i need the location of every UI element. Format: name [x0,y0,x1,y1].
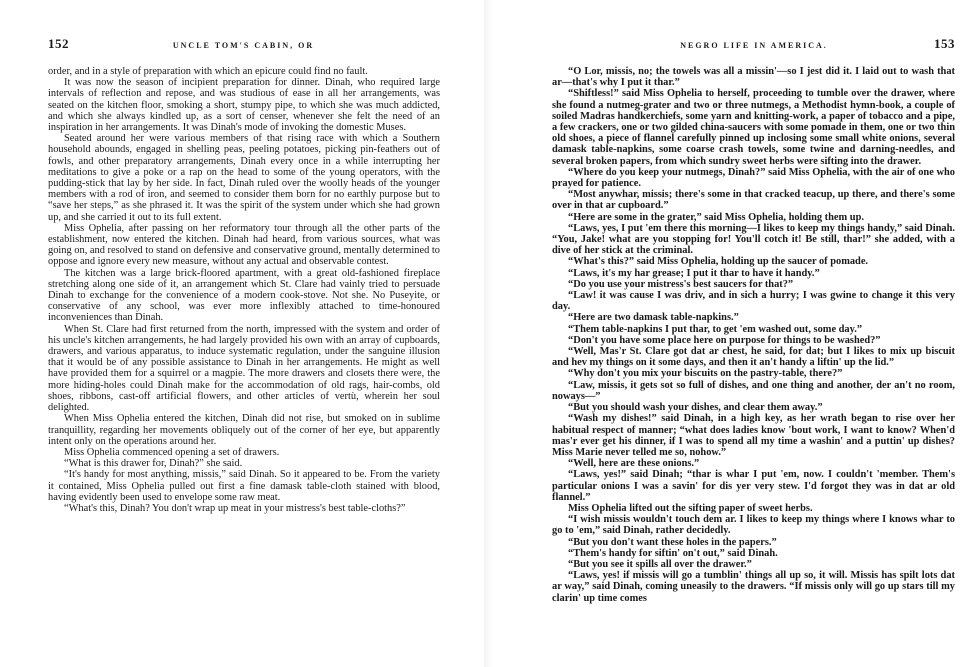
paragraph: “Them's handy for siftin' on't out,” said Dinah. [568,547,778,559]
paragraph: Miss Ophelia, after passing on her reformatory tour through all the other parts of the establishment, now entered the kitchen. Dinah had heard, from various sources, what was going on, and resolved to stand on defensive and conservative ground, mentally determined to oppose and ignore every new measure, without any actual and observable contest. [48,222,440,268]
paragraph: “Laws, yes! if missis will go a tumblin' things all up so, it will. Missis has spilt lots dat ar way,” said Dinah, coming uneasily to the drawers. “If missis only will go up stars till my clarin' up time comes [552,570,955,604]
paragraph: “Them table-napkins I put thar, to get 'em washed out, some day.” [568,323,863,335]
paragraph: “Here are some in the grater,” said Miss Ophelia, holding them up. [568,211,864,223]
paragraph: “What's this?” said Miss Ophelia, holding up the saucer of pomade. [568,256,869,268]
paragraph: Miss Ophelia commenced opening a set of drawers. [64,446,280,458]
paragraph: The kitchen was a large brick-floored apartment, with a great old-fashioned fireplace stretching along one side of it, an arrangement which St. Clare had vainly tried to persuade Dinah to exchange for the convenience of a modern cook-stove. Not she. No Puseyite, or conservative of any school, was ever more inflexibly attached to time-honoured inconveniences than Dinah. [48,267,440,324]
paragraph: “Well, here are these onions.” [568,458,700,470]
paragraph: “Where do you keep your nutmegs, Dinah?” said Miss Ophelia, with the air of one who prayed for patience. [552,166,955,190]
paragraph: “Why don't you mix your biscuits on the pastry-table, there?” [568,368,843,380]
paragraph: “O Lor, missis, no; the towels was all a missin'—so I jest did it. I laid out to wash that ar—that's why I put it thar.” [552,66,955,89]
left-page-header [48,36,440,66]
left-page [0,0,484,667]
paragraph: “But you see it spills all over the drawer.” [568,558,752,570]
running-head: UNCLE TOM'S CABIN, OR [172,41,315,50]
left-page-text [48,66,440,514]
paragraph: When St. Clare had first returned from the north, impressed with the system and order of his uncle's kitchen arrangements, he had largely provided his own with an array of cupboards, drawers, and various apparatus, to induce systematic regulation, under the sanguine illusion that it would be of any possible assistance to Dinah in her arrangements. He might as well have provided them for a squirrel or a magpie. The more drawers and closets there were, the more hiding-holes could Dinah make for the accommodation of old rags, hair-combs, old shoes, ribbons, cast-off artificial flowers, and other articles of vertù, wherein her soul delighted. [48,323,440,414]
paragraph: “I wish missis wouldn't touch dem ar. I likes to keep my things where I knows whar to go to 'em,” said Dinah, rather decidedly. [552,514,955,537]
paragraph: “Do you use your mistress's best saucers for that?” [568,278,794,290]
paragraph: “What is this drawer for, Dinah?” she said. [64,458,243,470]
paragraph: “Most anywhar, missis; there's some in that cracked teacup, up there, and there's some over in that ar cupboard.” [552,189,955,212]
paragraph: “Laws, yes, I put 'em there this morning—I likes to keep my things handy,” said Dinah. “You, Jake! what are you stopping for! You'll cotch it! Be still, thar!” she added, with a dive of her stick at the criminal. [552,222,955,257]
paragraph: “What's this, Dinah? You don't wrap up meat in your mistress's best table-cloths?” [64,502,406,514]
paragraph: “Law! it was cause I was driv, and in sich a hurry; I was gwine to change it this very day. [552,290,955,313]
page-number: 152 [48,36,69,51]
paragraph: “But you don't want these holes in the papers.” [568,536,777,548]
paragraph: Seated around her were various members of that rising race with which a Southern household abounds, engaged in shelling peas, peeling potatoes, picking pin-feathers out of fowls, and other preparatory arrangements, Dinah every once in a while interrupting her meditations to give a poke or a rap on the head to some of the young operators, with the pudding-stick that lay by her side. In fact, Dinah ruled over the woolly heads of the younger members with a rod of iron, and seemed to consider them born for no earthly purpose but to “save her steps,” as she phrased it. It was the spirit of the system under which she had grown up, and she carried it out to its full extent. [48,133,440,223]
paragraph: “Laws, it's my har grease; I put it thar to have it handy.” [568,267,820,279]
paragraph: order, and in a style of preparation with which an epicure could find no fault. [48,66,368,77]
paragraph: “But you should wash your dishes, and clear them away.” [568,402,823,414]
right-page [484,0,980,667]
paragraph: When Miss Ophelia entered the kitchen, Dinah did not rise, but smoked on in sublime tranquillity, regarding her movements obliquely out of the corner of her eye, but apparently intent only on the operations around her. [48,413,440,447]
paragraph: “Don't you have some place here on purpose for things to be washed?” [568,334,881,346]
paragraph: “Shiftless!” said Miss Ophelia to herself, proceeding to tumble over the drawer, where she found a nutmeg-grater and two or three nutmegs, a Methodist hymn-book, a couple of soiled Madras handkerchiefs, some yarn and knitting-work, a paper of tobacco and a pipe, a few crackers, one or two gilded china-saucers with some pomade in them, one or two thin old shoes, a piece of flannel carefully pinned up inclosing some small white onions, several damask table-napkins, some coarse crash towels, some twine and darning-needles, and several broken papers, from which sundry sweet herbs were sifting into the drawer. [552,88,955,167]
paragraph: Miss Ophelia lifted out the sifting paper of sweet herbs. [568,502,813,514]
paragraph: “Laws, yes!” said Dinah; “thar is whar I put 'em, now. I couldn't 'member. Them's particular onions I was a savin' for dis yer very stew. I'd forgot they was in dat ar old flannel.” [552,469,955,503]
paragraph: “Well, Mas'r St. Clare got dat ar chest, he said, for dat; but I likes to mix up biscuit and hev my things on it some days, and then it an't handy a liftin' up the lid.” [552,346,955,369]
paragraph: “It's handy for most anything, missis,” said Dinah. So it appeared to be. From the variety it contained, Miss Ophelia pulled out first a fine damask table-cloth stained with blood, having evidently been used to envelope some raw meat. [48,469,440,503]
page-number: 153 [933,36,955,51]
paragraph: “Here are two damask table-napkins.” [568,312,739,324]
right-page-text [552,66,955,604]
right-page-header [552,36,955,66]
paragraph: It was now the season of incipient preparation for dinner. Dinah, who required large intervals of reflection and repose, and was studious of ease in all her arrangements, was seated on the kitchen floor, smoking a short, stumpy pipe, to which she was much addicted, and which she always kindled up, as a sort of censer, whenever she felt the need of an inspiration in her arrangements. It was Dinah's mode of invoking the domestic Muses. [48,77,440,134]
paragraph: “Law, missis, it gets sot so full of dishes, and one thing and another, der an't no room, noways—” [552,379,955,402]
paragraph: “Wash my dishes!” said Dinah, in a high key, as her wrath began to rise over her habitual respect of manner; “what does ladies know 'bout work, I want to know? When'd mas'r ever get his dinner, if I was to spend all my time a washin' and a puttin' up dishes? Miss Marie never telled me so, nohow.” [552,413,955,458]
running-head: NEGRO LIFE IN AMERICA. [680,41,828,50]
